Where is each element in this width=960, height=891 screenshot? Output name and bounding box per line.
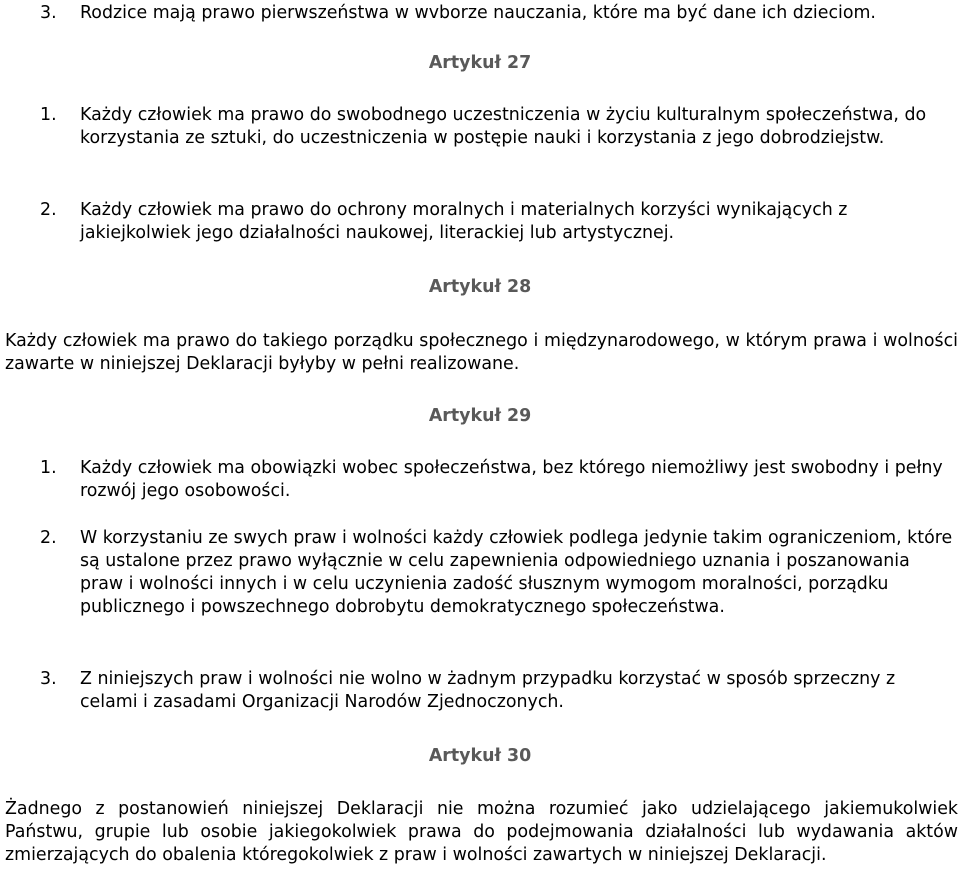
art29-item-3 xyxy=(40,668,958,714)
article-27-heading: Artykuł 27 xyxy=(428,53,532,73)
article-29-heading: Artykuł 29 xyxy=(428,406,532,426)
item-number: 3. xyxy=(40,3,57,23)
item-number: 2. xyxy=(40,200,57,220)
art27-item-2 xyxy=(40,199,958,245)
art29-item-2 xyxy=(40,527,958,619)
article-30-heading: Artykuł 30 xyxy=(428,746,532,766)
item-text: Każdy człowiek ma obowiązki wobec społeczeństwa, bez którego niemożliwy jest swobodny i pełny rozwój jego osobowości. xyxy=(80,458,943,501)
item-text: Z niniejszych praw i wolności nie wolno w żadnym przypadku korzystać w sposób sprzeczny z celami i zasadami Organizacji Narodów Zjednoczonych. xyxy=(80,669,896,712)
art29-item-1 xyxy=(40,457,958,503)
item-number: 2. xyxy=(40,528,57,548)
item-number: 3. xyxy=(40,669,57,689)
item-text: Każdy człowiek ma prawo do ochrony moralnych i materialnych korzyści wynikających z jakiejkolwiek jego działalności naukowej, literackiej lub artystycznej. xyxy=(80,200,848,243)
article-30-text: Żadnego z postanowień niniejszej Deklaracji nie można rozumieć jako udzielającego jakiemukolwiek Państwu, grupie lub osobie jakiegokolwiek prawa do podejmowania działalności lub wydawania aktów zmierzających do obalenia któregokolwiek z praw i wolności zawartych w niniejszej Deklaracji. xyxy=(5,799,958,865)
art26-item-3 xyxy=(40,2,958,25)
article-28-text: Każdy człowiek ma prawo do takiego porządku społecznego i międzynarodowego, w którym prawa i wolności zawarte w niniejszej Deklaracji byłyby w pełni realizowane. xyxy=(5,331,958,374)
art27-item-1 xyxy=(40,104,958,150)
article-28-heading: Artykuł 28 xyxy=(428,277,532,297)
item-text: W korzystaniu ze swych praw i wolności każdy człowiek podlega jedynie takim ograniczeniom, które są ustalone przez prawo wyłącznie w celu zapewnienia odpowiedniego uznania i poszanowania praw i wolności innych i w celu uczynienia zadość słusznym wymogom moralności, porządku publicznego i powszechnego dobrobytu demokratycznego społeczeństwa. xyxy=(80,528,953,617)
item-text: Każdy człowiek ma prawo do swobodnego uczestniczenia w życiu kulturalnym społeczeństwa, do korzystania ze sztuki, do uczestniczenia w postępie nauki i korzystania z jego dobrodziejstw. xyxy=(80,105,927,148)
item-number: 1. xyxy=(40,458,57,478)
item-number: 1. xyxy=(40,105,57,125)
item-text: Rodzice mają prawo pierwszeństwa w wvborze nauczania, które ma być dane ich dzieciom. xyxy=(80,3,876,23)
